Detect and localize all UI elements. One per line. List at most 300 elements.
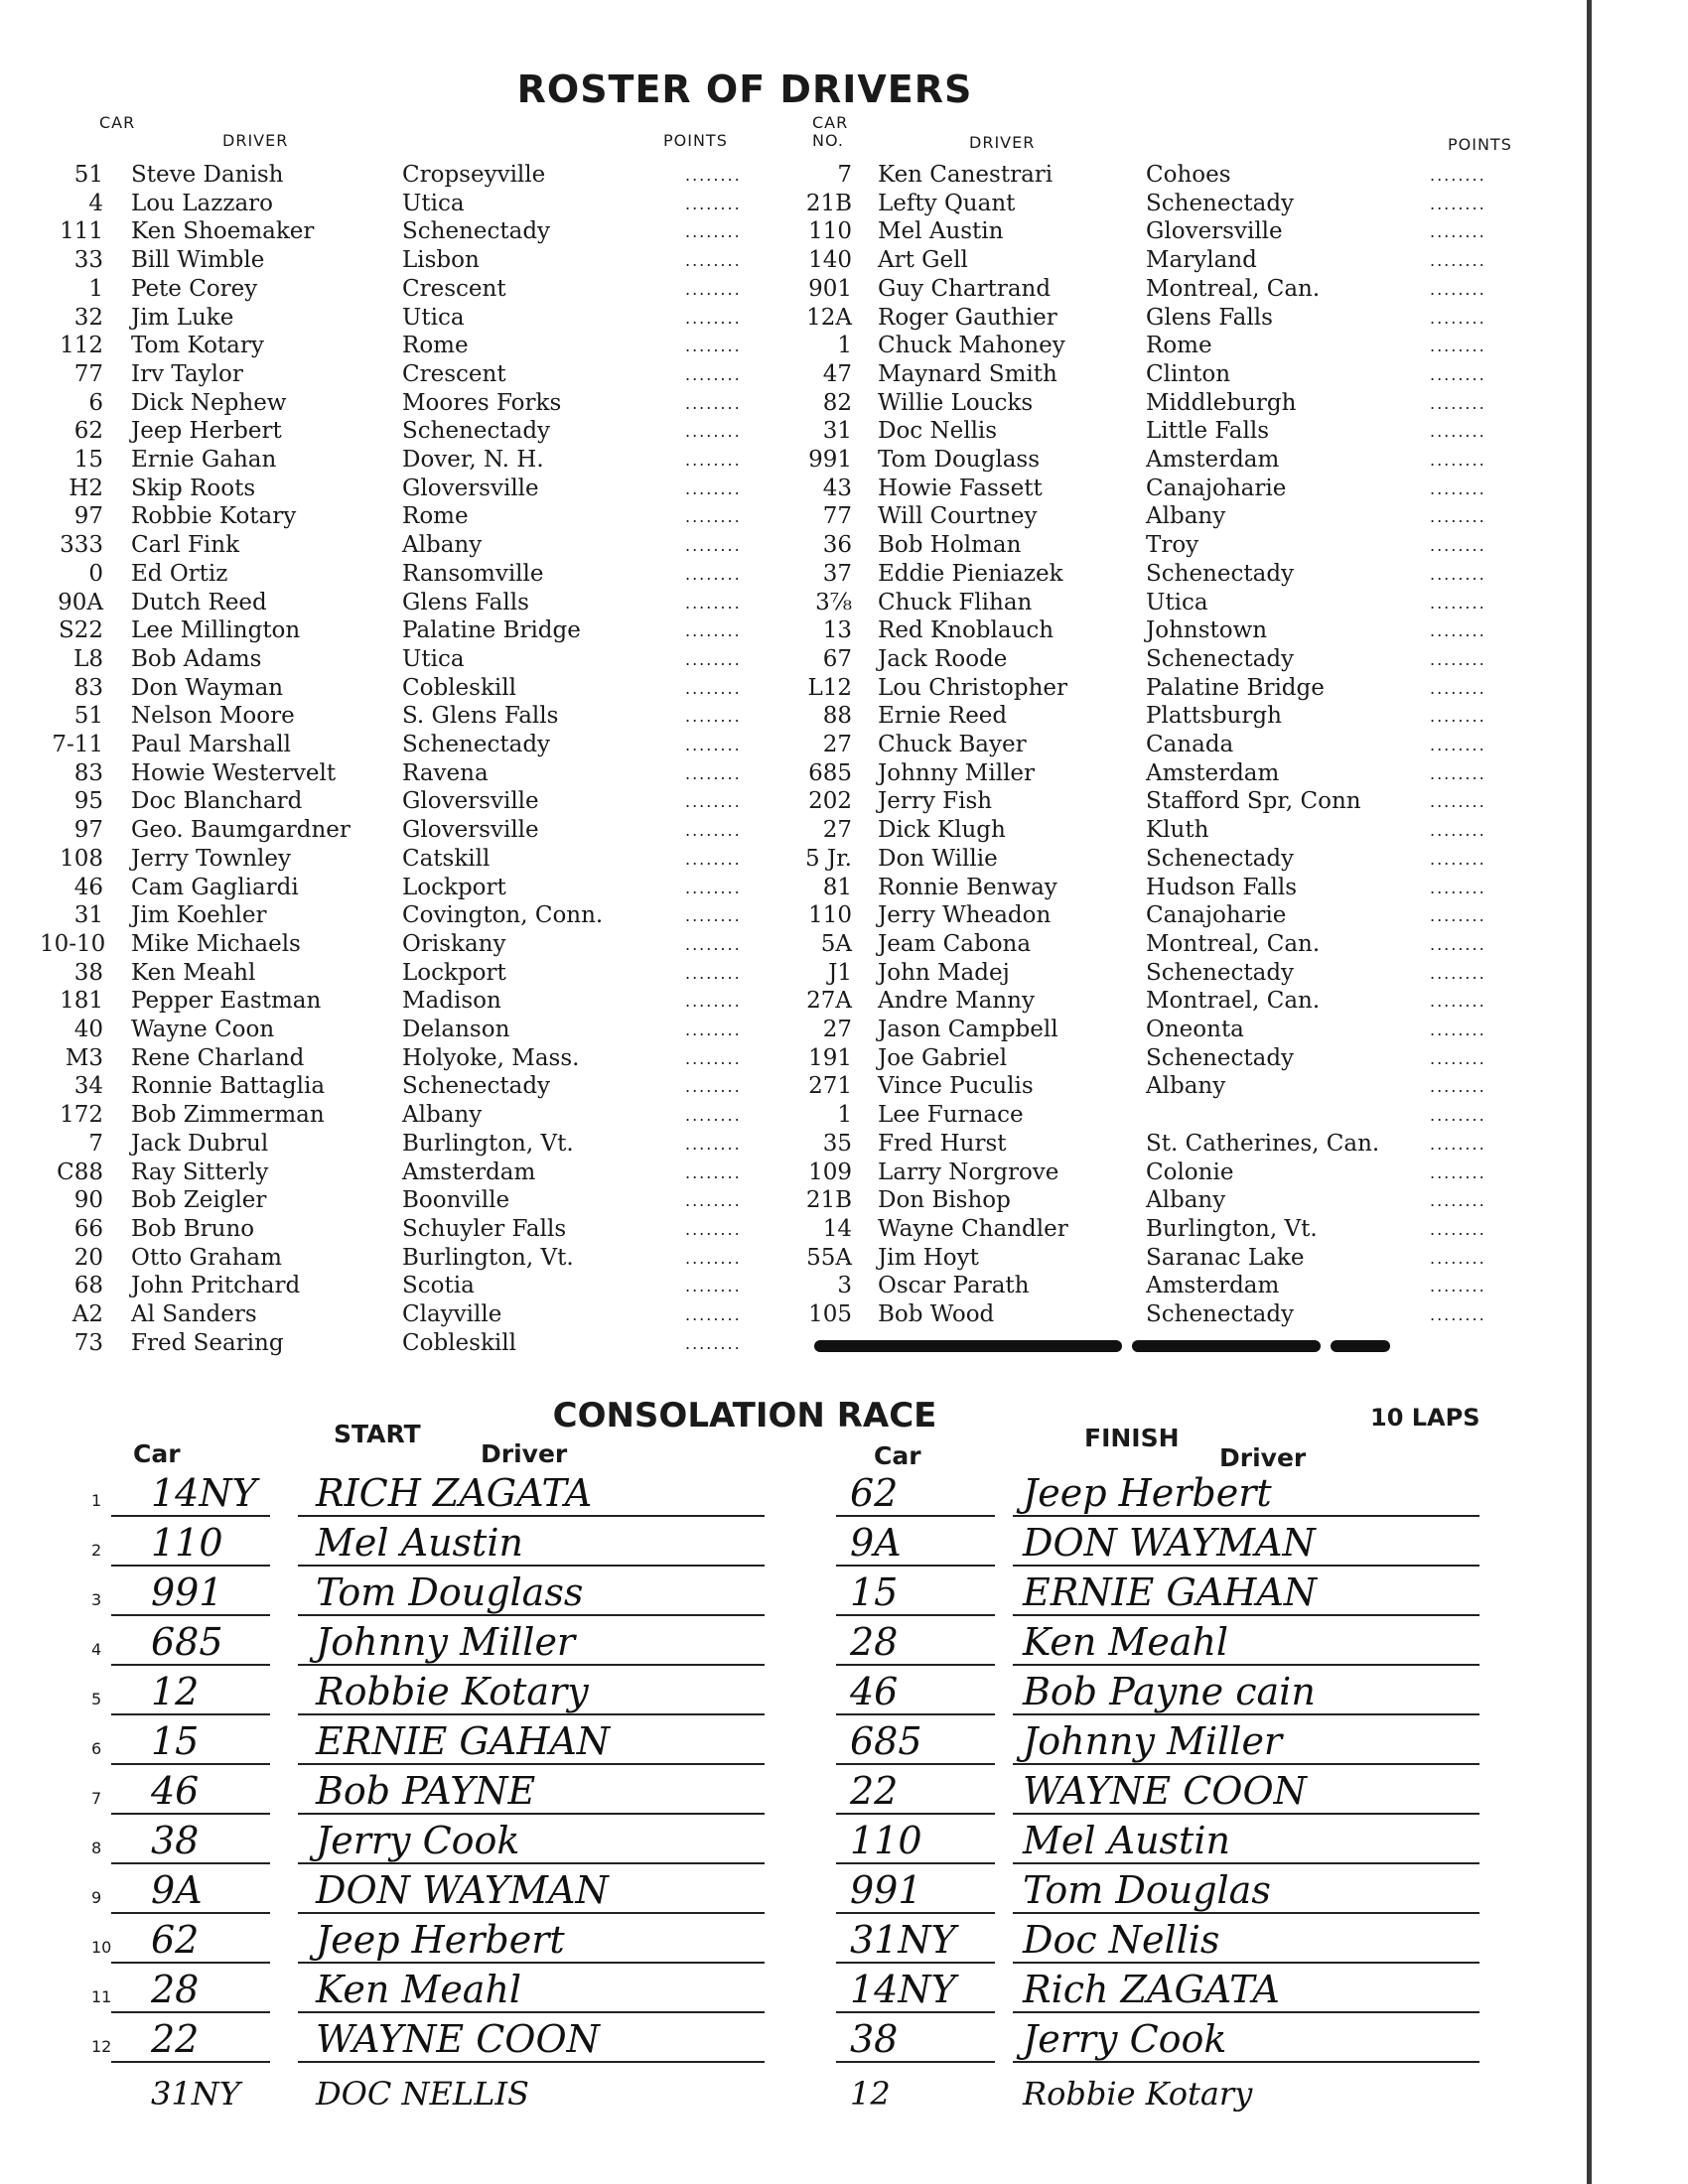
car-number: 40 [73,1017,103,1042]
consolation-row [0,1670,1589,1719]
start-car-line [111,1713,270,1715]
hometown: Utica [402,190,465,216]
roster-row [794,1102,1549,1130]
points-blank: ........ [1430,422,1486,442]
points-blank: ........ [1430,736,1486,754]
car-number: 51 [73,703,103,730]
start-driver-line [298,2061,765,2063]
roster-row [794,703,1549,731]
car-number: 109 [808,1159,852,1185]
roster-row [794,675,1549,703]
hometown: Glens Falls [1146,304,1273,331]
hometown: Amsterdam [402,1159,536,1185]
driver-name: Don Willie [878,845,998,872]
start-car: 685 [151,1620,223,1664]
hometown: Gloversville [402,788,539,815]
roster-row [794,532,1549,560]
start-car: 46 [151,1769,200,1813]
roster-row [40,931,794,959]
hometown: Maryland [1146,247,1257,274]
hometown: Dover, N. H. [402,447,544,473]
hometown: Catskill [402,845,491,872]
start-driver: Johnny Miller [316,1620,576,1664]
driver-name: Nelson Moore [131,703,295,730]
hometown: Albany [1146,1187,1226,1214]
driver-name: Larry Norgrove [878,1159,1059,1185]
finish-car: 14NY [850,1968,956,2011]
roster-row [794,361,1549,389]
car-number: 1 [837,333,852,359]
finish-driver: Rich ZAGATA [1023,1968,1280,2011]
hometown: Covington, Conn. [402,902,604,929]
points-blank: ........ [1430,1106,1486,1126]
car-number: 46 [73,874,103,900]
hometown: Utica [402,304,465,331]
hometown: Schenectady [402,732,551,757]
car-number: 3 [837,1273,852,1299]
row-number: 10 [91,1938,112,1957]
consolation-row [0,1620,1589,1670]
roster-row [40,191,794,218]
points-blank: ........ [685,536,742,556]
points-blank: ........ [1430,1248,1486,1268]
start-driver: ERNIE GAHAN [316,1719,611,1763]
row-number: 7 [91,1789,102,1808]
roster-row [40,846,794,874]
consolation-row [0,2017,1589,2067]
points-blank: ........ [1430,564,1486,584]
hometown: Schenectady [1146,959,1295,986]
driver-name: Tom Kotary [131,333,264,359]
driver-name: Jason Campbell [878,1017,1058,1042]
row-number: 12 [91,2037,112,2056]
points-blank: ........ [685,763,742,783]
left-points-header: POINTS [663,131,728,150]
finish-car-line [836,1962,995,1964]
roster-row [40,390,794,418]
driver-name: Ken Canestrari [878,162,1054,188]
finish-car: 38 [850,2017,899,2061]
points-blank: ........ [1430,507,1486,527]
driver-name: Fred Hurst [878,1130,1007,1157]
hometown: Albany [402,1102,483,1129]
hometown: Schenectady [1146,1301,1295,1327]
roster-row [40,476,794,503]
driver-name: Chuck Flihan [878,589,1033,615]
car-number: 7 [837,162,852,188]
roster-row [794,333,1549,360]
row-number: 5 [91,1690,102,1708]
row-number: 8 [91,1839,102,1857]
start-driver-line [298,1713,765,1715]
roster-row [794,1073,1549,1101]
points-blank: ........ [1430,934,1486,954]
points-blank: ........ [1430,878,1486,897]
roster-row [40,333,794,360]
finish-car-line [836,1862,995,1864]
driver-name: Irv Taylor [131,360,243,387]
hometown: Montrael, Can. [1146,988,1321,1015]
driver-name: Vince Puculis [878,1073,1034,1100]
roster-row [794,503,1549,531]
car-number: 111 [60,218,103,245]
car-number: 37 [822,560,852,587]
driver-name: Ernie Reed [878,703,1008,730]
roster-row [794,817,1549,845]
roster-row [40,1216,794,1244]
driver-name: Don Bishop [878,1187,1011,1214]
roster-row [794,846,1549,874]
hometown: Ransomville [402,560,544,587]
hometown: Montreal, Can. [1146,930,1321,957]
points-blank: ........ [1430,1305,1486,1324]
finish-driver-line [1013,1962,1479,1964]
finish-driver-line [1013,1813,1479,1815]
start-car-line [111,1862,270,1864]
driver-name: Robbie Kotary [131,503,297,530]
roster-row [40,1301,794,1329]
points-blank: ........ [1430,621,1486,641]
car-number: C88 [57,1159,103,1185]
points-blank: ........ [685,422,742,442]
finish-car-line [836,1912,995,1914]
consolation-row [0,1769,1589,1819]
driver-name: Geo. Baumgardner [131,817,351,844]
hometown: Plattsburgh [1146,703,1282,730]
roster-row [40,276,794,304]
driver-name: Chuck Bayer [878,732,1027,757]
points-blank: ........ [685,222,742,242]
roster-row [40,1073,794,1101]
start-car-label: Car [133,1439,181,1468]
points-blank: ........ [1430,1048,1486,1068]
car-number: 27A [806,988,852,1015]
points-blank: ........ [685,194,742,213]
points-blank: ........ [1430,536,1486,556]
points-blank: ........ [685,279,742,299]
driver-name: Oscar Parath [878,1273,1030,1299]
car-number: 97 [73,817,103,844]
points-blank: ........ [1430,821,1486,841]
points-blank: ........ [1430,849,1486,869]
hometown: Gloversville [402,475,539,501]
car-number: 112 [60,333,103,359]
hometown: Cropseyville [402,162,546,188]
roster-row [794,732,1549,759]
roster-row [40,361,794,389]
finish-car: 12 [850,2075,891,2113]
consolation-row [0,1819,1589,1868]
finish-driver-line [1013,1713,1479,1715]
points-blank: ........ [685,792,742,812]
finish-car: 46 [850,1670,899,1713]
roster-row [794,646,1549,674]
points-blank: ........ [1430,678,1486,698]
finish-driver: Jeep Herbert [1023,1471,1272,1515]
roster-title: ROSTER OF DRIVERS [516,68,973,111]
points-blank: ........ [1430,364,1486,384]
hometown: Burlington, Vt. [1146,1215,1318,1242]
driver-name: Jerry Fish [878,788,993,815]
car-number: 110 [808,902,852,929]
points-blank: ........ [685,308,742,328]
finish-car-line [836,2011,995,2013]
points-blank: ........ [685,906,742,926]
start-driver: DON WAYMAN [316,1868,609,1912]
car-number: 77 [822,503,852,530]
roster-row [40,1045,794,1073]
hometown: Schuyler Falls [402,1215,567,1242]
driver-name: Cam Gagliardi [131,874,299,900]
start-driver: DOC NELLIS [316,2075,529,2113]
points-blank: ........ [685,1305,742,1324]
start-driver-line [298,1763,765,1765]
driver-name: Will Courtney [878,503,1038,530]
roster-row [794,931,1549,959]
hometown: Burlington, Vt. [402,1244,574,1271]
car-number: 191 [808,1044,852,1071]
car-number: H2 [69,475,103,501]
points-blank: ........ [1430,1219,1486,1239]
driver-name: John Madej [878,959,1010,986]
points-blank: ........ [1430,1021,1486,1039]
roster-row [40,675,794,703]
car-number: 5A [820,930,852,957]
driver-name: Red Knoblauch [878,617,1055,644]
car-number: 13 [822,617,852,644]
points-blank: ........ [685,166,742,185]
hometown: Cobleskill [402,674,516,701]
points-blank: ........ [1430,1134,1486,1154]
finish-car: 22 [850,1769,899,1813]
finish-driver-line [1013,2011,1479,2013]
points-blank: ........ [685,1106,742,1126]
driver-name: Mel Austin [878,218,1004,245]
finish-car: 28 [850,1620,899,1664]
hometown: Stafford Spr, Conn [1146,788,1361,815]
roster-row [794,276,1549,304]
points-blank: ........ [685,1077,742,1097]
car-number: 181 [60,988,103,1015]
driver-name: Bob Bruno [131,1215,255,1242]
start-car: 38 [151,1819,200,1862]
roster-row [794,418,1549,446]
start-car: 9A [151,1868,203,1912]
car-number: 333 [60,532,103,559]
driver-name: John Pritchard [131,1273,301,1299]
hometown: Utica [1146,589,1208,615]
finish-car: 110 [850,1819,922,1862]
points-blank: ........ [685,678,742,698]
hometown: Crescent [402,360,506,387]
start-driver: Tom Douglass [316,1570,584,1614]
driver-name: Andre Manny [878,988,1035,1015]
start-car-line [111,1565,270,1567]
row-number: 11 [91,1987,112,2006]
driver-name: Ray Sitterly [131,1159,269,1185]
car-number: 38 [73,959,103,986]
row-number: 4 [91,1640,102,1659]
points-blank: ........ [1430,251,1486,271]
start-driver: Jeep Herbert [316,1918,565,1962]
points-blank: ........ [685,393,742,413]
roster-row [794,760,1549,788]
hometown: Amsterdam [1146,759,1280,786]
points-blank: ........ [1430,478,1486,498]
roster-row [794,1273,1549,1300]
hometown: Colonie [1146,1159,1234,1185]
car-number: 105 [808,1301,852,1327]
roster-row [794,788,1549,816]
start-driver: Bob PAYNE [316,1769,536,1813]
car-number: L12 [807,674,852,701]
roster-row [794,1187,1549,1215]
finish-car-line [836,1515,995,1517]
hometown: Montreal, Can. [1146,275,1321,302]
car-number: 77 [73,360,103,387]
hometown: Moores Forks [402,389,562,416]
hometown: Boonville [402,1187,510,1214]
driver-name: Maynard Smith [878,360,1057,387]
driver-name: Jeep Herbert [131,418,282,445]
driver-name: Jim Hoyt [878,1244,979,1271]
hometown: Gloversville [402,817,539,844]
roster-row [40,817,794,845]
roster-row [40,703,794,731]
car-number: 6 [88,389,103,416]
points-blank: ........ [1430,337,1486,356]
driver-name: Joe Gabriel [878,1044,1008,1071]
points-blank: ........ [1430,906,1486,926]
driver-name: Fred Searing [131,1329,284,1356]
driver-name: Ed Ortiz [131,560,228,587]
driver-name: Lou Lazzaro [131,190,274,216]
hometown: Rome [402,333,469,359]
finish-car: 15 [850,1570,899,1614]
roster-row [40,732,794,759]
hometown: Little Falls [1146,418,1270,445]
finish-label: FINISH [1084,1424,1180,1452]
hometown: Lisbon [402,247,480,274]
hometown: Hudson Falls [1146,874,1297,900]
car-number: 81 [822,874,852,900]
hometown: Canada [1146,732,1234,757]
hometown: Rome [1146,333,1212,359]
hometown: Albany [402,532,483,559]
roster-row [40,1160,794,1187]
car-number: 202 [808,788,852,815]
hometown: Albany [1146,503,1226,530]
points-blank: ........ [685,963,742,983]
car-number: S22 [58,617,103,644]
finish-driver-line [1013,1614,1479,1616]
roster-row [40,760,794,788]
points-blank: ........ [685,1333,742,1353]
roster-row [40,1187,794,1215]
car-number: 67 [822,645,852,672]
driver-name: Jack Dubrul [131,1130,269,1157]
finish-driver-line [1013,1763,1479,1765]
points-blank: ........ [1430,166,1486,185]
driver-name: Otto Graham [131,1244,282,1271]
roster-row [794,305,1549,333]
driver-name: Wayne Coon [131,1017,275,1042]
car-number: 7 [88,1130,103,1157]
driver-name: Wayne Chandler [878,1215,1068,1242]
hometown: Schenectady [1146,560,1295,587]
hometown: Palatine Bridge [1146,674,1325,701]
driver-name: Mike Michaels [131,930,301,957]
hometown: Delanson [402,1017,510,1042]
driver-name: Doc Nellis [878,418,998,445]
roster-row [40,988,794,1016]
roster-row [794,1160,1549,1187]
roster-row [40,503,794,531]
hometown: Johnstown [1146,617,1268,644]
strike-mark-2 [874,1340,1122,1352]
car-number: 108 [60,845,103,872]
start-car-line [111,2011,270,2013]
finish-car-label: Car [874,1441,921,1470]
car-number: M3 [65,1044,103,1071]
roster-row [794,191,1549,218]
hometown: Madison [402,988,501,1015]
car-number: L8 [73,645,103,672]
laps-label: 10 LAPS [1370,1404,1480,1432]
consolation-row [0,1570,1589,1620]
car-number: 31 [73,902,103,929]
points-blank: ........ [1430,593,1486,613]
car-number: 4 [88,190,103,216]
points-blank: ........ [685,1162,742,1182]
driver-name: Willie Loucks [878,389,1034,416]
car-number: 1 [837,1102,852,1129]
points-blank: ........ [1430,1191,1486,1211]
car-number: 110 [808,218,852,245]
points-blank: ........ [1430,279,1486,299]
points-blank: ........ [1430,393,1486,413]
hometown: Holyoke, Mass. [402,1044,580,1071]
hometown: Crescent [402,275,506,302]
car-number: A2 [71,1301,103,1327]
roster-row [40,305,794,333]
points-blank: ........ [685,451,742,470]
points-blank: ........ [1430,222,1486,242]
driver-name: Jerry Wheadon [878,902,1052,929]
start-car: 62 [151,1918,200,1962]
car-number: 47 [822,360,852,387]
car-number: 82 [822,389,852,416]
points-blank: ........ [1430,1277,1486,1297]
start-car-line [111,1515,270,1517]
hometown: Glens Falls [402,589,529,615]
driver-name: Howie Fassett [878,475,1043,501]
car-number: 685 [808,759,852,786]
start-car-line [111,1763,270,1765]
points-blank: ........ [685,1191,742,1211]
start-car: 110 [151,1521,223,1565]
start-driver: Mel Austin [316,1521,523,1565]
car-number: 27 [822,817,852,844]
driver-name: Steve Danish [131,162,284,188]
start-car-line [111,1912,270,1914]
hometown: Saranac Lake [1146,1244,1305,1271]
points-blank: ........ [685,507,742,527]
right-car-header: CAR [812,113,849,132]
right-points-header: POINTS [1448,135,1512,154]
car-number: 7-11 [52,732,103,757]
driver-name: Bob Zimmerman [131,1102,325,1129]
